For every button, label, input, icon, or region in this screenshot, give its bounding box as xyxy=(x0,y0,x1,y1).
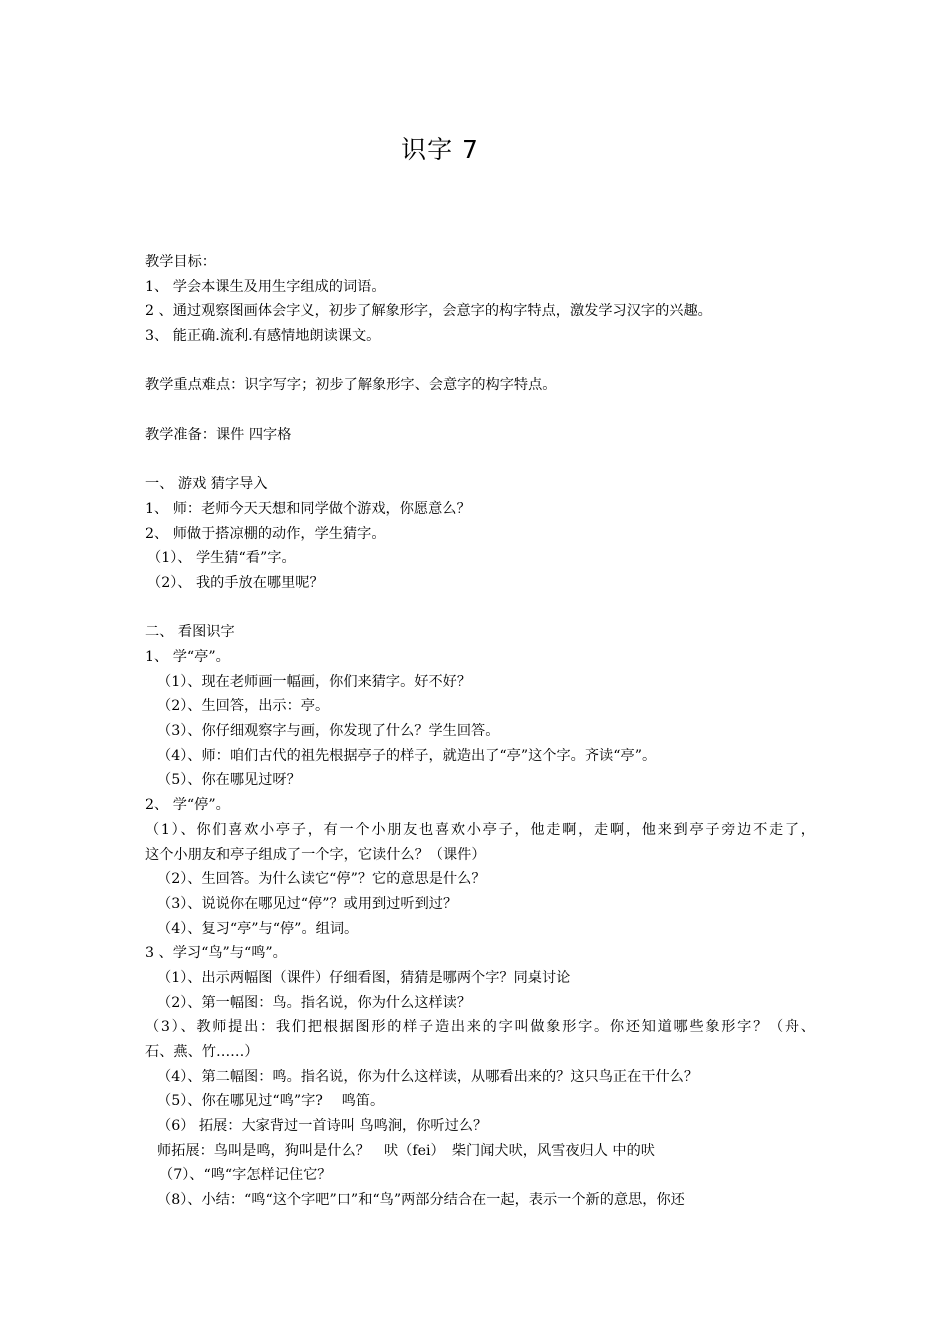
sub-step-item: （8）、小结：“鸣“这个字吧”口”和“鸟”两部分结合在一起，表示一个新的意思，你还 xyxy=(157,1192,685,1209)
sub-step-item: （1）、出示两幅图（课件）仔细看图，猜猜是哪两个字？同桌讨论 xyxy=(157,969,571,986)
step-item: 1、 学“亭”。 xyxy=(145,649,230,665)
sub-step-item: 师拓展：鸟叫是鸣，狗叫是什么？ 吠（fei） 柴门闻犬吠，风雪夜归人 中的吠 xyxy=(157,1142,655,1159)
step-item: 2、 师做于搭凉棚的动作，学生猜字。 xyxy=(145,525,386,542)
sub-step-continuation: 这个小朋友和亭子组成了一个字，它读什么？（课件） xyxy=(145,846,486,863)
sub-step-item: （2）、生回答。为什么读它“停”？它的意思是什么？ xyxy=(157,871,486,888)
goal-item: 1、 学会本课生及用生字组成的词语。 xyxy=(145,278,386,295)
sub-step-item: （3）、你仔细观察字与画，你发现了什么？学生回答。 xyxy=(157,723,500,740)
sub-step-item: （1）、现在老师画一幅画，你们来猜字。好不好？ xyxy=(157,673,472,690)
preparation: 教学准备：课件 四字格 xyxy=(145,426,292,443)
sub-step-item: （1）、 学生猜“看”字。 xyxy=(147,550,296,567)
sub-step-item: （3）、教师提出：我们把根据图形的样子造出来的字叫做象形字。你还知道哪些象形字？（舟、 xyxy=(145,1019,815,1036)
sub-step-item: （4）、第二幅图：鸣。指名说，你为什么这样读，从哪看出来的？这只鸟正在干什么？ xyxy=(157,1068,699,1085)
page-title: 识字 7 xyxy=(401,135,479,164)
sub-step-item: （2）、生回答，出示：亭。 xyxy=(157,698,330,715)
key-points: 教学重点难点：识字写字；初步了解象形字、会意字的构字特点。 xyxy=(145,377,557,394)
section-heading: 一、 游戏 猜字导入 xyxy=(145,476,268,493)
sub-step-item: （1）、你们喜欢小亭子，有一个小朋友也喜欢小亭子，他走啊，走啊，他来到亭子旁边不走了， xyxy=(145,821,815,838)
sub-step-item: （2）、第一幅图：鸟。指名说，你为什么这样读？ xyxy=(157,994,472,1011)
spacer xyxy=(145,349,815,374)
spacer xyxy=(145,398,815,423)
sub-step-item: （4）、师：咱们古代的祖先根据亭子的样子，就造出了“亭”这个字。齐读“亭”。 xyxy=(157,747,657,764)
sub-step-item: （3）、说说你在哪见过“停”？或用到过听到过？ xyxy=(157,895,458,912)
step-item: 3 、学习“鸟”与“鸣”。 xyxy=(145,945,287,962)
goal-item: 2 、通过观察图画体会字义，初步了解象形字，会意字的构字特点，激发学习汉字的兴趣。 xyxy=(145,303,712,320)
step-item: 2、 学“停”。 xyxy=(145,797,230,814)
spacer xyxy=(145,596,815,621)
goals-heading: 教学目标： xyxy=(145,254,216,270)
sub-step-item: （2）、 我的手放在哪里呢？ xyxy=(147,574,324,591)
goal-item: 3、 能正确.流利.有感情地朗读课文。 xyxy=(145,328,381,345)
sub-step-item: （5）、你在哪见过“鸣”字? 鸣笛。 xyxy=(157,1093,385,1110)
section-heading: 二、 看图识字 xyxy=(145,624,235,641)
sub-step-item: （5）、你在哪见过呀？ xyxy=(157,772,301,789)
spacer xyxy=(145,448,815,473)
document-body xyxy=(145,250,815,1213)
sub-step-item: （7）、“鸣“字怎样记住它？ xyxy=(159,1167,332,1184)
step-item: 1、 师：老师今天天想和同学做个游戏，你愿意么？ xyxy=(145,500,471,517)
sub-step-item: （4）、复习“亭”与“停”。组词。 xyxy=(157,920,359,937)
sub-step-continuation: 石、燕、竹……） xyxy=(145,1044,259,1061)
sub-step-item: （6） 拓展：大家背过一首诗叫 鸟鸣涧，你听过么？ xyxy=(157,1118,488,1135)
